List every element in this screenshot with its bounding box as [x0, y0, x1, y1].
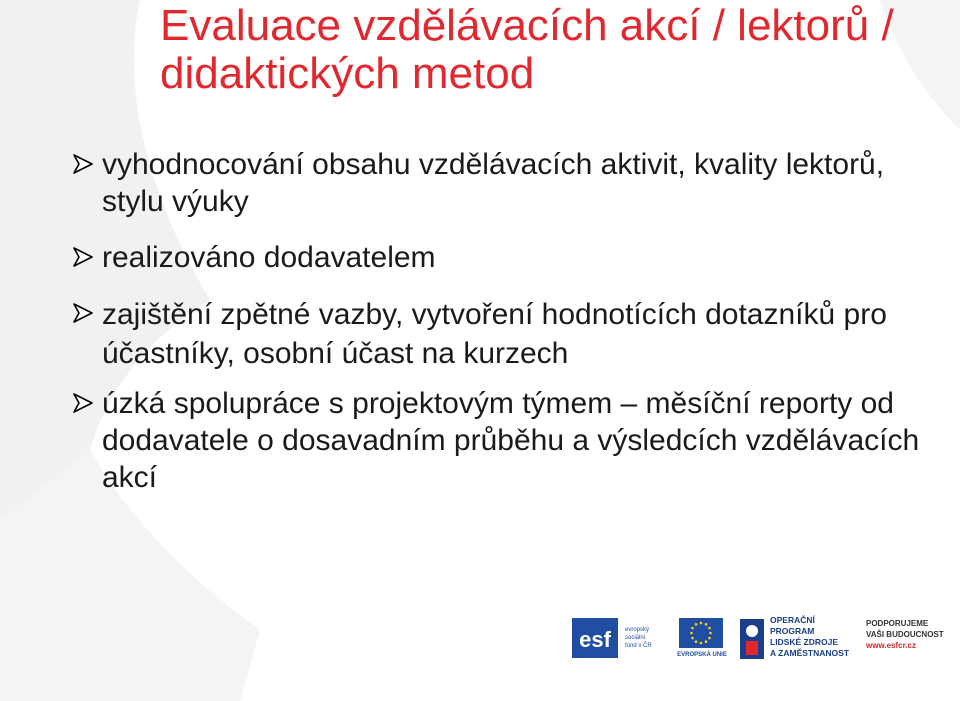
bullet-item — [72, 385, 952, 496]
bullet-item — [72, 146, 952, 220]
bullet-text: zajištění zpětné vazby, vytvoření hodnotících dotazníků pro účastníky, osobní účast na kurzech — [102, 298, 887, 370]
esf-logo — [570, 612, 670, 668]
website-link[interactable]: www.esfcr.cz — [866, 641, 916, 650]
arrow-bullet-icon — [72, 246, 94, 268]
bullet-list — [72, 146, 952, 515]
eu-flag-icon — [679, 618, 723, 648]
bullet-item — [72, 295, 952, 373]
bullet-text: úzká spolupráce s projektovým týmem – měsíční reporty od dodavatele o dosavadním průběhu a výsledcích vzdělávacích akcí — [102, 387, 920, 494]
esf-caption: evropský sociální fond v ČR — [625, 627, 652, 649]
arrow-bullet-icon — [72, 153, 94, 175]
eu-caption: EVROPSKÁ UNIE — [677, 652, 727, 658]
funding-logos — [570, 612, 950, 668]
esf-icon — [570, 612, 626, 668]
bullet-item — [72, 239, 952, 276]
op-lzz-logo — [738, 615, 856, 665]
slide-title: Evaluace vzdělávacích akcí / lektorů / didaktických metod — [160, 1, 894, 98]
arrow-bullet-icon — [72, 302, 94, 324]
op-lzz-text: OPERAČNÍ PROGRAM LIDSKÉ ZDROJE A ZAMĚSTNANOST — [770, 615, 850, 658]
bullet-text: realizováno dodavatelem — [102, 241, 436, 274]
bullet-text: vyhodnocování obsahu vzdělávacích aktivit, kvality lektorů, stylu výuky — [102, 148, 885, 218]
op-lzz-icon — [738, 617, 768, 661]
support-text: PODPORUJEME VAŠI BUDOUCNOST www.esfcr.cz — [866, 618, 952, 651]
arrow-bullet-icon — [72, 392, 94, 414]
svg-text:esf: esf — [579, 627, 611, 652]
